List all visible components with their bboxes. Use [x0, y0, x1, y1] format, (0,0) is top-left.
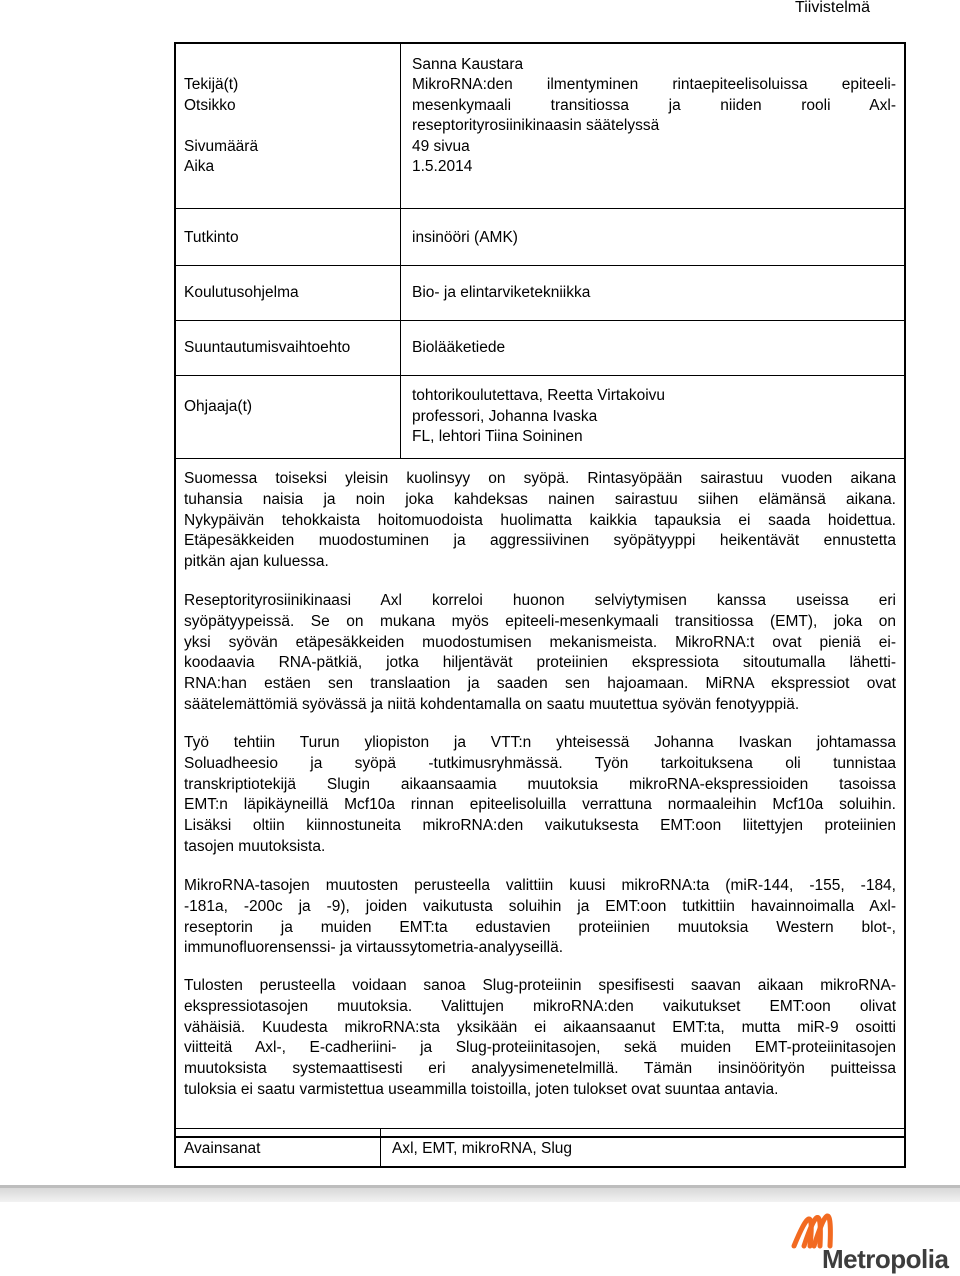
programme-label: Koulutusohjelma	[184, 284, 299, 301]
specialisation-label: Suuntautumisvaihtoehto	[184, 339, 351, 356]
text-line: ekspressiotasojen muutoksia. Valittujen mikroRNA:den vaikutukset EMT:oon olivat	[184, 997, 896, 1015]
text-line: Reseptorityrosiinikinaasi Axl korreloi huonon selviytymisen kanssa useissa eri	[184, 592, 896, 609]
text-line: Lisäksi oltiin kiinnostuneita mikroRNA:den vaikutuksesta EMT:oon liitettyjen proteiinien	[184, 817, 896, 835]
text-line: Tulosten perusteella voidaan sanoa Slug-proteiinin spesifisesti saavan aikaan mikroRNA-	[184, 977, 896, 994]
degree-label: Tutkinto	[184, 229, 239, 246]
supervisor-item: FL, lehtori Tiina Soininen	[412, 428, 583, 445]
text-line: pitkän ajan kuluessa.	[184, 553, 329, 571]
author-value: Sanna Kaustara	[412, 55, 524, 73]
text-line: vähäisiä. Kuudesta mikroRNA:sta yksikään ei aikaansaanut EMT:ta, mutta miR-9 osoitti	[184, 1018, 896, 1036]
thesis-title	[412, 75, 896, 137]
date-value: 1.5.2014	[412, 158, 473, 175]
supervisor-item: professori, Johanna Ivaska	[412, 407, 598, 425]
text-line: tuloksia ei saatu varmistettua useammilla toistoilla, joten tulokset ovat suuntaa antavia.	[184, 1080, 779, 1098]
specialisation-value: Biolääketiede	[412, 339, 506, 356]
logo-wordmark: Metropolia	[822, 1244, 949, 1274]
text-line: viitteitä Axl-, E-cadheriini- ja Slug-proteiinitasojen, sekä muiden EMT-proteiinitasojen	[184, 1039, 896, 1057]
text-line: Suomessa toiseksi yleisin kuolinsyy on syöpä. Rintasyöpään sairastuu vuoden aikana	[184, 470, 896, 487]
title-line: reseptorityrosiinikinaasin säätelyssä	[412, 117, 660, 134]
title-line: MikroRNA:den ilmentyminen rintaepiteelisoluissa epiteeli-	[412, 76, 896, 93]
text-line: Etäpesäkkeiden muodostuminen ja aggressiivinen syöpätyyppi heikentävät ennustetta	[184, 532, 896, 550]
supervisor-list	[412, 386, 665, 448]
abstract-paragraph-4	[184, 876, 896, 959]
title-label: Otsikko	[184, 96, 236, 114]
keywords-value: Axl, EMT, mikroRNA, Slug	[392, 1140, 573, 1157]
text-line: -181a, -200c ja -9), joiden vaikutusta soluihin ja EMT:oon tutkittiin havainnoimalla Axl-	[184, 897, 896, 915]
supervisor-label: Ohjaaja(t)	[184, 398, 253, 415]
text-line: Soluadheesio ja syöpä -tutkimusryhmässä. Työn tarkoituksena oli tunnistaa	[184, 754, 896, 772]
programme-value: Bio- ja elintarviketekniikka	[412, 284, 591, 301]
text-line: syöpätyypeissä. Se on mukana myös epiteeli-mesenkymaali transitiossa (EMT), joka on	[184, 612, 896, 630]
supervisor-item: tohtorikoulutettava, Reetta Virtakoivu	[412, 387, 666, 404]
abstract-paragraph-3	[184, 733, 896, 858]
text-line: transkriptiotekijä Slugin aikaansaamia muutoksia mikroRNA-ekspressioiden tasoissa	[184, 775, 896, 793]
text-line: reseptorin ja muiden EMT:ta edustavien proteiinien muutoksia Western blot-,	[184, 918, 896, 936]
text-line: MikroRNA-tasojen muutosten perusteella valittiin kuusi mikroRNA:ta (miR-144, -155, -184,	[184, 877, 896, 894]
text-line: Työ tehtiin Turun yliopiston ja VTT:n yhteisessä Johanna Ivaskan johtamassa	[184, 734, 896, 751]
text-line: EMT:n läpikäyneillä Mcf10a rinnan epiteelisoluilla verrattuna normaaleihin Mcf10a soluihin.	[184, 796, 896, 814]
text-line: muutoksista systemaattisesti eri analyysimenetelmillä. Tämän insinöörityön puitteissa	[184, 1060, 896, 1078]
keywords-label: Avainsanat	[184, 1140, 261, 1157]
title-line: mesenkymaali transitiossa ja niiden rooli Axl-	[412, 96, 896, 114]
text-line: tuhansia naisia ja noin joka kahdeksas nainen sairastuu siihen elämänsä aikana.	[184, 490, 896, 508]
text-line: yksi syövän etäpesäkkeiden muodostumisen mekanismeista. MikroRNA:t ovat pieniä ei-	[184, 633, 896, 651]
time-label: Aika	[184, 158, 215, 175]
abstract-paragraph-2	[184, 591, 896, 716]
text-line: säätelemättömiä syövässä ja niitä kohdentamalla on saatu muutettua syövän fenotyyppiä.	[184, 695, 800, 713]
abstract-paragraph-5	[184, 976, 896, 1101]
text-line: Nykypäivän tehokkaista hoitomuodoista huolimatta kaikkia tapauksia ei saada hoidettua.	[184, 511, 896, 529]
pages-label: Sivumäärä	[184, 137, 259, 155]
author-label: Tekijä(t)	[184, 76, 239, 93]
degree-value: insinööri (AMK)	[412, 229, 518, 246]
abstract-paragraph-1	[184, 469, 896, 573]
text-line: tasojen muutoksista.	[184, 837, 326, 855]
text-line: immunofluorensenssi- ja virtaussytometria-analyyseillä.	[184, 939, 564, 957]
text-line: RNA:han estäen sen translaation ja saaden sen hajoamaan. MiRNA ekspressiot ovat	[184, 675, 896, 693]
text-line: koodaavia RNA-pätkiä, jotka hiljentävät proteiinien ekspressiota sitoutumalla lähetti-	[184, 654, 896, 672]
page-header: Tiivistelmä	[795, 0, 870, 16]
abstract-form-box	[174, 42, 906, 1138]
pages-value: 49 sivua	[412, 137, 470, 155]
